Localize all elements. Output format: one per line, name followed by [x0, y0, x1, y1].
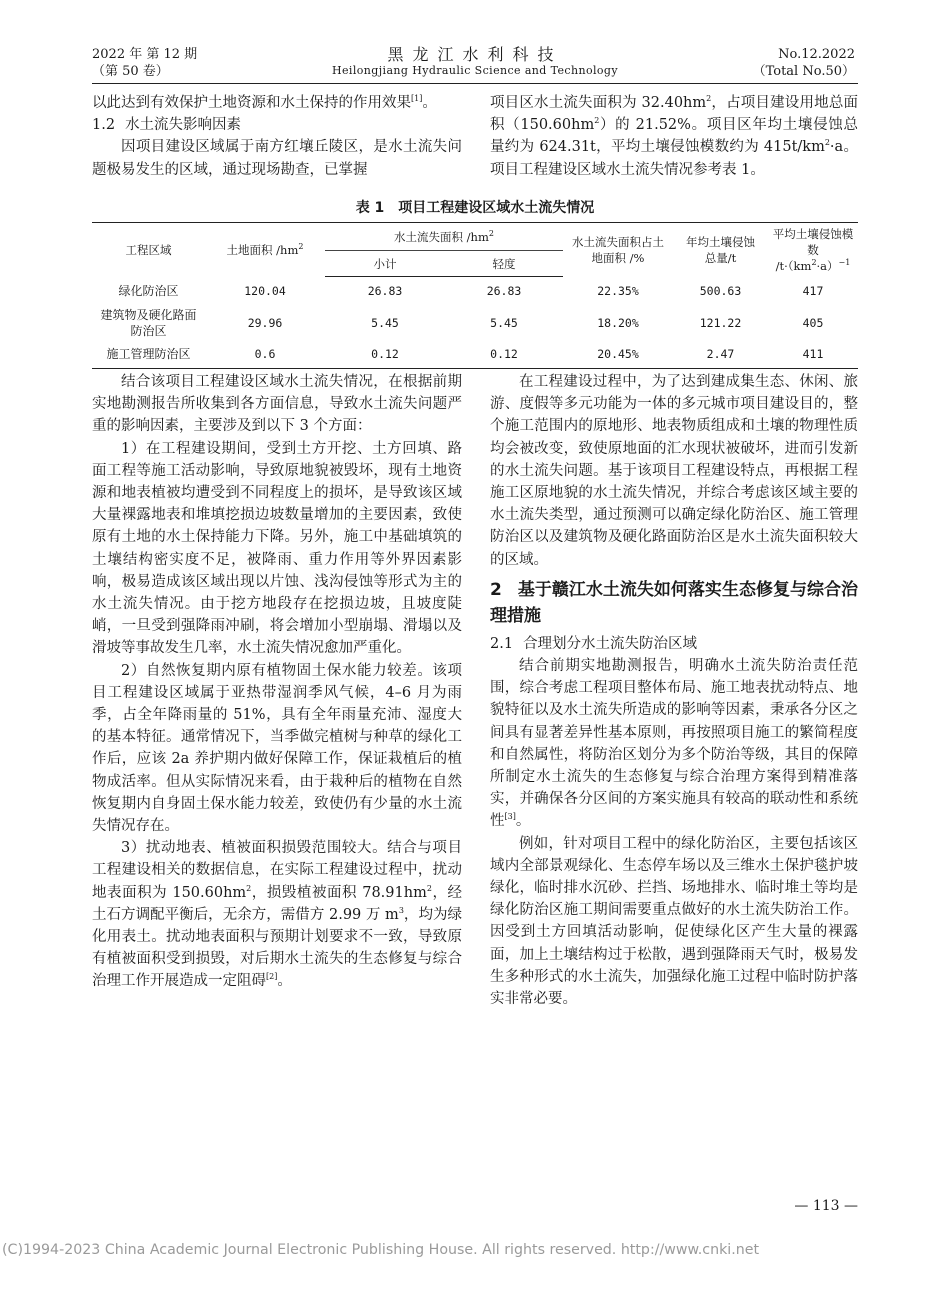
journal-title-cn: 黑龙江水利科技 — [387, 45, 563, 64]
cell-ratio: 20.45% — [563, 341, 673, 369]
cell-land: 120.04 — [244, 283, 286, 298]
header-right — [753, 46, 855, 80]
section-title: 水土流失影响因素 — [125, 117, 242, 134]
text: 结合前期实地勘测报告，明确水土流失防治责任范围，综合考虑工程项目整体布局、施工地表扰动特点、地貌特征以及水土流失所造成的影响等因素，秉承各分区之间具有显著差异性基本原则，再按照项目施工的繁简程度和自然属性，将防治区划分为多个防治等级，其目的保障所制定水土流失的生态修复与综合治理方案得到精准落实，并确保各分区间的方案实施具有较高的联动性和系统性 — [490, 658, 858, 830]
cell-light: 0.12 — [445, 341, 563, 369]
superscript: 2 — [426, 883, 432, 893]
header-land — [205, 223, 325, 277]
section-number: 1.2 — [92, 117, 116, 134]
cell-subtotal: 5.45 — [371, 315, 399, 330]
cell-light: 5.45 — [490, 315, 518, 330]
superscript: 2 — [594, 116, 600, 126]
cell-land: 0.6 — [205, 341, 325, 369]
text: /t·（km — [775, 258, 812, 273]
citation: [2] — [266, 972, 278, 982]
superscript: −1 — [838, 257, 851, 267]
superscript: 2 — [706, 94, 712, 104]
citation: [3] — [504, 812, 516, 822]
text: 。 — [515, 813, 531, 830]
superscript: 2 — [298, 241, 304, 251]
text: ·a） — [816, 258, 839, 273]
header-total-no: （Total No.50） — [752, 64, 855, 79]
paragraph — [92, 837, 462, 992]
left-column-top — [92, 92, 462, 181]
journal-title-en: Heilongjiang Hydraulic Science and Technology — [332, 64, 618, 77]
page-header — [0, 0, 950, 90]
header-total: 年均土壤侵蚀总量/t — [673, 223, 768, 277]
table-row — [92, 277, 858, 305]
paragraph — [490, 655, 858, 833]
text: 。 — [277, 973, 292, 990]
text: ，占项目建设用地总面积（150.60hm — [490, 95, 858, 134]
copyright-footer: (C)1994-2023 China Academic Journal Electronic Publishing House. All rights reserved. http://www.cnki.net — [2, 1242, 760, 1258]
cell-modulus: 411 — [768, 341, 858, 369]
header-ratio: 水土流失面积占土地面积 /% — [563, 223, 673, 277]
text: ，均为绿化用表土。扰动地表面积与预期计划要求不一致，导致原有植被面积受到损毁，对后期水土流失的生态修复与综合治理工作开展造成一定阻碍 — [92, 906, 462, 990]
text: ，经土石方调配平衡后，无余方，需借方 2.99 万 m — [92, 884, 462, 923]
paragraph: 例如，针对项目工程中的绿化防治区，主要包括该区域内全部景观绿化、生态停车场以及三维水土保护毯护坡绿化，临时排水沉砂、拦挡、场地排水、临时堆土等均是绿化防治区施工期间需要重点做好的水土流失防治工作。因受到土方回填活动影响，促使绿化区产生大量的裸露面，加上土壤结构过于松散，遇到强降雨天气时，极易发生多种形式的水土流失，加强绿化施工过程中临时防护落实非常必要。 — [490, 835, 858, 1008]
cell-area: 绿化防治区 — [118, 283, 179, 298]
text: 水土流失面积 /hm — [394, 229, 489, 244]
section-title: 基于赣江水土流失如何落实生态修复与综合治理措施 — [490, 579, 858, 626]
right-column-top — [490, 92, 858, 181]
text: ，损毁植被面积 78.91hm — [251, 884, 427, 901]
header-year-issue: 2022 年 第 12 期 — [92, 47, 198, 62]
cell-area: 建筑物及硬化路面防治区 — [100, 307, 197, 338]
section-number: 2 — [490, 579, 502, 600]
cell-ratio: 18.20% — [597, 315, 639, 330]
superscript: 2 — [811, 257, 817, 267]
text: 土地面积 /hm — [226, 242, 299, 257]
text: ·a。项目工程建设区域水土流失情况参考表 1。 — [490, 139, 858, 178]
cell-area: 施工管理防治区 — [92, 341, 205, 369]
cell-total: 500.63 — [699, 283, 742, 298]
text: 。 — [422, 95, 437, 111]
text: ）的 21.52%。项目区年均土壤侵蚀总量约为 624.31t，平均土壤侵蚀模数约为 415t/km — [490, 117, 858, 156]
paragraph — [490, 92, 858, 181]
header-issue-no: No.12.2022 — [778, 47, 855, 62]
section-heading-1-2 — [92, 114, 462, 136]
table-row — [92, 341, 858, 369]
header-modulus — [768, 223, 858, 277]
cell-total: 2.47 — [673, 341, 768, 369]
table-row — [92, 305, 858, 341]
header-rule — [92, 83, 858, 84]
cell-ratio: 22.35% — [597, 283, 639, 298]
section-title: 合理划分水土流失防治区域 — [523, 635, 698, 652]
paragraph — [92, 92, 462, 114]
header-loss — [325, 223, 563, 251]
superscript: 2 — [246, 883, 252, 893]
text: 以此达到有效保护土地资源和水土保持的作用效果 — [92, 95, 411, 111]
cell-land: 29.96 — [247, 315, 283, 330]
section-heading-2 — [490, 577, 858, 629]
cell-subtotal: 26.83 — [367, 283, 403, 298]
section-heading-2-1 — [490, 633, 858, 655]
superscript: 2 — [488, 228, 494, 238]
cell-modulus: 405 — [802, 315, 824, 330]
data-table — [92, 222, 858, 369]
header-area: 工程区域 — [92, 223, 205, 277]
cell-light: 26.83 — [486, 283, 522, 298]
section-number: 2.1 — [490, 635, 514, 652]
left-column-body — [92, 371, 462, 993]
citation: [1] — [411, 94, 423, 104]
paragraph: 在工程建设过程中，为了达到建成集生态、休闲、旅游、度假等多元功能为一体的多元城市项目建设目的，整个施工范围内的原地形、地表物质组成和土壤的物理性质均会被改变，致使原地面的汇水现状被破坏，进而引发新的水土流失问题。基于该项目工程建设特点，再根据工程施工区原地貌的水土流失情况，并综合考虑该区域主要的水土流失类型，通过预测可以确定绿化防治区、施工管理防治区以及建筑物及硬化路面防治区是水土流失面积较大的区域。 — [490, 374, 858, 568]
cell-subtotal: 0.12 — [325, 341, 445, 369]
table-caption: 表 1 项目工程建设区域水土流失情况 — [355, 200, 595, 216]
paragraph: 因项目建设区域属于南方红壤丘陵区，是水土流失问题极易发生的区域，通过现场勘查，已掌握 — [92, 139, 462, 178]
superscript: 3 — [398, 906, 404, 916]
superscript: 2 — [824, 138, 830, 148]
paragraph: 1）在工程建设期间，受到土方开挖、土方回填、路面工程等施工活动影响，导致原地貌被毁坏，现有土地资源和地表植被均遭受到不同程度上的损坏，是导致该区域大量裸露地表和堆填挖损边坡数量增加的主要因素，致使原有土地的水土保持能力下降。另外，施工中基础填筑的土壤结构密实度不足，被降雨、重力作用等外界因素影响，极易造成该区域出现以片蚀、浅沟侵蚀等形式为主的水土流失情况。由于挖方地段存在挖损边坡，且坡度陡峭，一旦受到强降雨冲刷，将会增加小型崩塌、滑塌以及滑坡等事故发生几率，水土流失情况愈加严重化。 — [92, 440, 462, 657]
paragraph: 结合该项目工程建设区域水土流失情况，在根据前期实地勘测报告所收集到各方面信息，导致水土流失问题严重的影响因素，主要涉及到以下 3 个方面： — [92, 374, 462, 435]
right-column-body — [490, 371, 858, 1010]
text: 平均土壤侵蚀模数 — [772, 226, 854, 257]
page-number: — 113 — — [794, 1198, 858, 1214]
paragraph: 2）自然恢复期内原有植物固土保水能力较差。该项目工程建设区域属于亚热带湿润季风气候，4–6 月为雨季，占全年降雨量的 51%，具有全年雨量充沛、湿度大的基本特征。通常情况下，当季做完植树与种草的绿化工作后，应该 2a 养护期内做好保障工作，保证栽植后的植物成活率。但从实际情况来看，由于栽种后的植物在自然恢复期内自身固土保水能力较差，致使仍有少量的水土流失情况存在。 — [92, 662, 462, 835]
text: 项目区水土流失面积为 32.40hm — [490, 95, 707, 111]
header-light: 轻度 — [445, 251, 563, 277]
header-volume: （第 50 卷） — [92, 64, 169, 79]
text: 3）扰动地表、植被面积损毁范围较大。结合与项目工程建设相关的数据信息，在实际工程建设过程中，扰动地表面积为 150.60hm — [92, 840, 462, 901]
cell-total: 121.22 — [699, 315, 742, 330]
header-subtotal: 小计 — [325, 251, 445, 277]
cell-modulus: 417 — [802, 283, 824, 298]
